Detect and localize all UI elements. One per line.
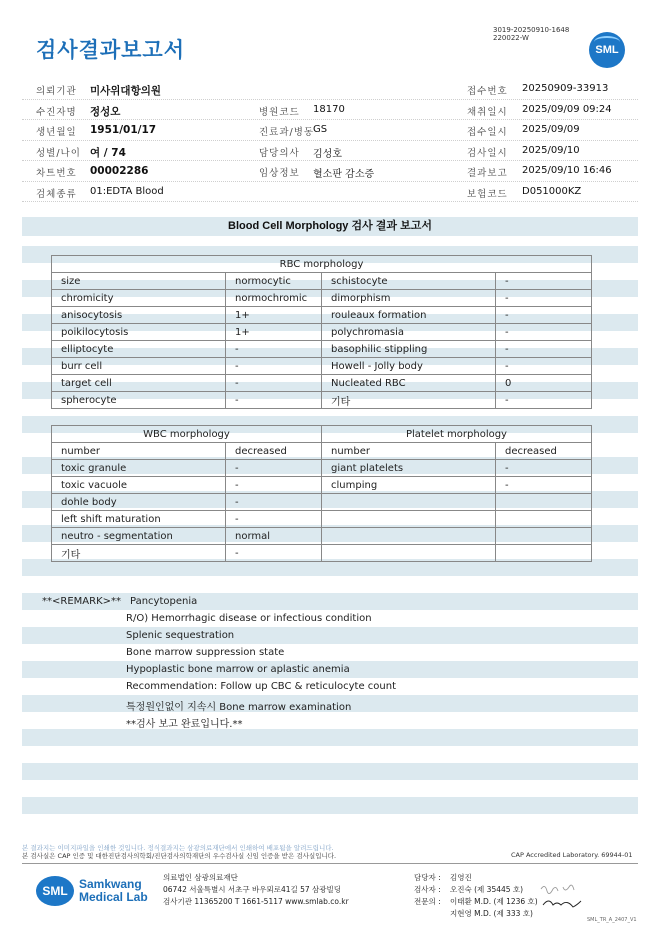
item-result-cell: - <box>496 341 592 358</box>
info-label: 생년월일 <box>36 127 77 138</box>
info-label: 병원코드 <box>259 106 300 118</box>
info-label: 수진자명 <box>36 106 77 118</box>
table-row <box>52 375 592 392</box>
staff-role: 전문의 : <box>414 897 441 906</box>
patient-info-table <box>22 79 638 202</box>
morphology-report-title: Blood Cell Morphology 검사 결과 보고서 <box>22 217 638 236</box>
item-result-cell: - <box>226 460 322 477</box>
item-result-cell: - <box>226 358 322 375</box>
item-result-cell: - <box>496 460 592 477</box>
info-label: 접수번호 <box>467 86 508 97</box>
item-name-cell <box>322 511 496 528</box>
footer-org-contact: 검사기관 11365200 T 1661-5117 www.smlab.co.kr <box>163 897 349 906</box>
item-result-cell: - <box>226 392 322 409</box>
item-name-cell: toxic vacuole <box>52 477 226 494</box>
info-label: 접수일시 <box>467 127 508 138</box>
item-result-cell: 1+ <box>226 324 322 341</box>
patient-info-row <box>22 161 638 182</box>
info-label: 차트번호 <box>36 168 77 179</box>
row-stripe <box>22 729 638 746</box>
item-name-cell: 기타 <box>52 545 226 562</box>
item-name-cell: burr cell <box>52 358 226 375</box>
remark-line: Hypoplastic bone marrow or aplastic anemia <box>126 664 350 675</box>
info-value: 00002286 <box>90 165 149 177</box>
signature-image <box>537 881 587 911</box>
row-stripe <box>22 627 638 644</box>
footer-sml-logo: SML <box>36 876 74 906</box>
item-result-cell: decreased <box>496 443 592 460</box>
staff-name: 이태환 M.D. (제 1236 호) <box>450 897 538 906</box>
item-result-cell: - <box>496 324 592 341</box>
info-label: 진료과/병동 <box>259 127 315 138</box>
item-result-cell: - <box>496 290 592 307</box>
item-name-cell: size <box>52 273 226 290</box>
remark-label: **<REMARK>** <box>42 596 121 607</box>
item-name-cell: schistocyte <box>322 273 496 290</box>
table-row <box>52 358 592 375</box>
item-result-cell: - <box>496 358 592 375</box>
item-result-cell: - <box>226 545 322 562</box>
item-result-cell <box>496 545 592 562</box>
document-id <box>493 26 569 42</box>
item-result-cell: 0 <box>496 375 592 392</box>
cap-accreditation: CAP Accredited Laboratory. 69944-01 <box>511 851 633 859</box>
info-value: 2025/09/10 <box>522 144 580 156</box>
footer-divider <box>22 863 638 864</box>
staff-row <box>414 884 538 896</box>
table-row <box>52 324 592 341</box>
item-result-cell <box>496 528 592 545</box>
item-name-cell: Nucleated RBC <box>322 375 496 392</box>
item-name-cell: spherocyte <box>52 392 226 409</box>
item-name-cell: polychromasia <box>322 324 496 341</box>
row-stripe <box>22 763 638 780</box>
item-name-cell: 기타 <box>322 392 496 409</box>
info-label: 의뢰기관 <box>36 86 77 97</box>
patient-info-row <box>22 182 638 203</box>
item-result-cell: - <box>226 494 322 511</box>
item-name-cell <box>322 494 496 511</box>
patient-info-row <box>22 120 638 141</box>
platelet-morphology-header: Platelet morphology <box>322 426 592 443</box>
staff-row <box>414 872 538 884</box>
info-value: D051000KZ <box>522 185 582 197</box>
info-label: 담당의사 <box>259 147 300 159</box>
document-id-line2: 220022-W <box>493 34 529 42</box>
patient-info-row <box>22 100 638 121</box>
item-result-cell: - <box>496 477 592 494</box>
table-row <box>52 477 592 494</box>
item-name-cell: neutro - segmentation <box>52 528 226 545</box>
item-name-cell: elliptocyte <box>52 341 226 358</box>
staff-row <box>414 908 538 920</box>
info-value: 18170 <box>313 103 345 115</box>
item-result-cell: - <box>226 341 322 358</box>
item-result-cell: - <box>496 307 592 324</box>
remark-line: R/O) Hemorrhagic disease or infectious condition <box>126 613 372 624</box>
info-value: 여 / 74 <box>90 146 126 159</box>
staff-name: 김영진 <box>450 873 472 882</box>
remark-line: Splenic sequestration <box>126 630 235 641</box>
wbc-platelet-morphology-table <box>51 425 592 562</box>
item-name-cell: clumping <box>322 477 496 494</box>
remark-line: Bone marrow suppression state <box>126 647 285 658</box>
table-row <box>52 307 592 324</box>
item-name-cell: giant platelets <box>322 460 496 477</box>
wbc-morphology-header: WBC morphology <box>52 426 322 443</box>
document-id-line1: 3019-20250910-1648 <box>493 26 570 34</box>
item-name-cell: dohle body <box>52 494 226 511</box>
item-name-cell: number <box>322 443 496 460</box>
info-value: 정성오 <box>90 105 121 118</box>
item-result-cell <box>496 494 592 511</box>
table-row <box>52 511 592 528</box>
staff-role: 검사자 : <box>414 885 441 894</box>
item-name-cell: dimorphism <box>322 290 496 307</box>
report-title: 검사결과보고서 <box>36 38 186 62</box>
row-stripe <box>22 797 638 814</box>
info-value: 혈소판 감소증 <box>313 169 375 180</box>
item-name-cell: chromicity <box>52 290 226 307</box>
table-row <box>52 545 592 562</box>
item-name-cell: poikilocytosis <box>52 324 226 341</box>
info-label: 채취일시 <box>467 106 508 118</box>
remark-line: 특정원인없이 지속시 Bone marrow examination <box>126 702 352 713</box>
table-row <box>52 273 592 290</box>
item-result-cell <box>496 511 592 528</box>
staff-name: 오진숙 (제 35445 호) <box>450 885 524 894</box>
info-value: 2025/09/09 <box>522 124 580 135</box>
item-result-cell: - <box>226 477 322 494</box>
rbc-morphology-table <box>51 255 592 409</box>
footer-org-name <box>79 878 148 904</box>
remark-first-line: Pancytopenia <box>130 596 198 607</box>
table-row <box>52 528 592 545</box>
info-label: 임상정보 <box>259 168 300 179</box>
form-code: SML_TR_A_2407_V1 <box>587 917 637 923</box>
patient-info-row <box>22 141 638 162</box>
table-row <box>52 443 592 460</box>
info-label: 성별/나이 <box>36 147 81 159</box>
item-result-cell: - <box>226 511 322 528</box>
info-value: GS <box>313 124 328 135</box>
table-row <box>52 392 592 409</box>
item-name-cell <box>322 528 496 545</box>
table-row <box>52 494 592 511</box>
info-value: 2025/09/10 16:46 <box>522 165 612 176</box>
item-result-cell: 1+ <box>226 307 322 324</box>
print-notice: 본 결과지는 이미지파일을 인쇄한 것입니다. 정식결과지는 삼광의료재단에서 인쇄하여 배포됨을 알려드립니다. <box>22 844 334 852</box>
rbc-morphology-header: RBC morphology <box>52 256 592 273</box>
sml-logo: SML <box>589 32 625 68</box>
item-name-cell: basophilic stippling <box>322 341 496 358</box>
remark-line: Recommendation: Follow up CBC & reticulocyte count <box>126 681 396 692</box>
item-name-cell: number <box>52 443 226 460</box>
item-name-cell: target cell <box>52 375 226 392</box>
item-result-cell: normochromic <box>226 290 322 307</box>
footer-org-line1: 의료법인 삼광의료재단 <box>163 873 238 882</box>
info-value: 2025/09/09 09:24 <box>522 103 612 115</box>
table-row <box>52 290 592 307</box>
item-name-cell: Howell - Jolly body <box>322 358 496 375</box>
table-row <box>52 341 592 358</box>
item-result-cell: - <box>496 273 592 290</box>
info-value: 김성호 <box>313 148 342 160</box>
info-label: 검체종류 <box>36 188 77 200</box>
footer-staff <box>414 872 538 920</box>
item-result-cell: - <box>496 392 592 409</box>
staff-name: 지현영 M.D. (제 333 호) <box>450 909 533 918</box>
patient-info-row <box>22 79 638 100</box>
footer-org-address: 06742 서울특별시 서초구 바우뫼로41길 57 삼광빌딩 <box>163 885 342 894</box>
table-row <box>52 460 592 477</box>
info-value: 1951/01/17 <box>90 124 157 136</box>
certification-notice: 본 검사실은 CAP 인증 및 대한진단검사의학회/진단검사의학재단의 우수검사실 신임 인증을 받은 검사실입니다. <box>22 852 337 860</box>
info-label: 검사일시 <box>467 147 508 159</box>
item-result-cell: normocytic <box>226 273 322 290</box>
item-name-cell: toxic granule <box>52 460 226 477</box>
info-value: 01:EDTA Blood <box>90 185 164 197</box>
footer-org-info <box>163 872 349 908</box>
remark-line: **검사 보고 완료입니다.** <box>126 719 243 730</box>
staff-role: 담당자 : <box>414 873 441 882</box>
info-value: 미사위대항의원 <box>90 85 162 97</box>
info-label: 보험코드 <box>467 188 508 200</box>
footer-org-name-line1: Samkwang <box>79 877 142 891</box>
item-name-cell: anisocytosis <box>52 307 226 324</box>
item-result-cell: normal <box>226 528 322 545</box>
staff-row <box>414 896 538 908</box>
item-name-cell <box>322 545 496 562</box>
item-result-cell: decreased <box>226 443 322 460</box>
item-name-cell: rouleaux formation <box>322 307 496 324</box>
footer-org-name-line2: Medical Lab <box>79 890 148 904</box>
item-result-cell: - <box>226 375 322 392</box>
item-name-cell: left shift maturation <box>52 511 226 528</box>
info-label: 결과보고 <box>467 168 508 179</box>
info-value: 20250909-33913 <box>522 83 609 94</box>
